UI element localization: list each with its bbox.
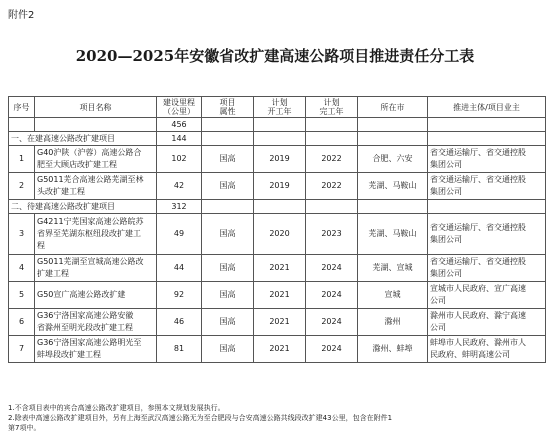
table-row: 4 G5011芜湖至宣城高速公路改 扩建工程 44 国高 2021 2024 芜湖、宣城 省交通运输厅、省交通控股 集团公司 [9, 255, 546, 282]
project-name: G36宁洛国家高速公路安徽 省滁州至明光段改扩建工程 [35, 309, 157, 336]
header-end: 计划 完工年 [306, 97, 358, 118]
project-name: G50宣广高速公路改扩建 [35, 282, 157, 309]
section-label: 一、在建高速公路改扩建项目 [9, 132, 157, 146]
table-row: 6 G36宁洛国家高速公路安徽 省滁州至明光段改扩建工程 46 国高 2021 2024 滁州 滁州市人民政府、滁宁高速 公司 [9, 309, 546, 336]
page-title: 2020—2025年安徽省改扩建高速公路项目推进责任分工表 [75, 47, 475, 65]
section-mileage: 144 [157, 132, 202, 146]
note-line: 第7项中。 [8, 424, 41, 432]
section-row [9, 200, 546, 214]
project-name: G4211宁芜国家高速公路皖苏 省界至芜湖东枢纽段改扩建工 程 [35, 214, 157, 255]
header-owner: 推进主体/项目业主 [428, 97, 546, 118]
table-header-row [9, 97, 546, 118]
project-name: G40沪陕（沪蓉）高速公路合 肥至大顾店改扩建工程 [35, 146, 157, 173]
table-row: 5 G50宣广高速公路改扩建 92 国高 2021 2024 宣城 宣城市人民政府、宣广高速 公司 [9, 282, 546, 309]
project-name: G36宁洛国家高速公路明光至 蚌埠段改扩建工程 [35, 336, 157, 363]
project-owner: 省交通运输厅、省交通控股 集团公司 [428, 255, 546, 282]
project-owner: 蚌埠市人民政府、滁州市人 民政府、蚌明高速公司 [428, 336, 546, 363]
table-notes [8, 403, 545, 433]
project-name: G5011芜湖至宣城高速公路改 扩建工程 [35, 255, 157, 282]
project-owner: 省交通运输厅、省交通控股 集团公司 [428, 173, 546, 200]
header-seq: 序号 [9, 97, 35, 118]
table-row: 3 G4211宁芜国家高速公路皖苏 省界至芜湖东枢纽段改扩建工 程 49 国高 2020 2023 芜湖、马鞍山 省交通运输厅、省交通控股 集团公司 [9, 214, 546, 255]
project-owner: 滁州市人民政府、滁宁高速 公司 [428, 309, 546, 336]
attachment-label: 附件2 [8, 10, 35, 21]
note-line: 1.不含项目表中的宾合高速公路改扩建项目，参照本文规划发展执行。 [8, 404, 225, 412]
section-mileage: 312 [157, 200, 202, 214]
header-name: 项目名称 [35, 97, 157, 118]
section-row [9, 132, 546, 146]
header-city: 所在市 [358, 97, 428, 118]
header-mileage: 建设里程 （公里） [157, 97, 202, 118]
table-row: 7 G36宁洛国家高速公路明光至 蚌埠段改扩建工程 81 国高 2021 2024 滁州、蚌埠 蚌埠市人民政府、滁州市人 民政府、蚌明高速公司 [9, 336, 546, 363]
note-line: 2.除表中高速公路改扩建项目外，另有上海至武汉高速公路无为至合肥段与合安高速公路共线段改扩建43公里，包含在附件1 [8, 414, 393, 422]
project-owner: 省交通运输厅、省交通控股 集团公司 [428, 214, 546, 255]
table-row: 1 G40沪陕（沪蓉）高速公路合 肥至大顾店改扩建工程 102 国高 2019 2022 合肥、六安 省交通运输厅、省交通控股 集团公司 [9, 146, 546, 173]
section-label: 二、待建高速公路改扩建项目 [9, 200, 157, 214]
total-mileage: 456 [157, 118, 202, 132]
header-start: 计划 开工年 [254, 97, 306, 118]
header-attr: 项目 属性 [202, 97, 254, 118]
responsibility-table [8, 96, 546, 363]
total-row [9, 118, 546, 132]
project-owner: 省交通运输厅、省交通控股 集团公司 [428, 146, 546, 173]
project-owner: 宣城市人民政府、宣广高速 公司 [428, 282, 546, 309]
table-row: 2 G5011芜合高速公路芜湖至林 头改扩建工程 42 国高 2019 2022 芜湖、马鞍山 省交通运输厅、省交通控股 集团公司 [9, 173, 546, 200]
project-name: G5011芜合高速公路芜湖至林 头改扩建工程 [35, 173, 157, 200]
